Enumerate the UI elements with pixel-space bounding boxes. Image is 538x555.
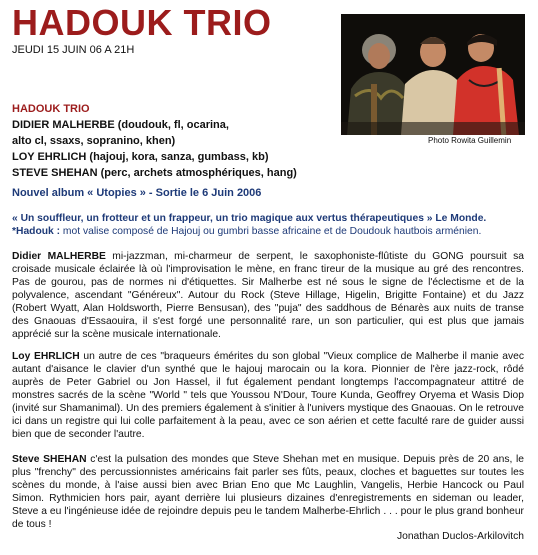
- photo-credit: Photo Rowita Guillemin: [428, 136, 512, 145]
- signature: Jonathan Duclos-Arkilovitch: [396, 531, 524, 542]
- bio-text: mi-jazzman, mi-charmeur de serpent, le saxophoniste-flûtiste du GONG poursuit sa croisade musicale éclairée là où l'improvisation le mène, en franc tireur de la musique au gré des rencontres. Pas de gourou, pas de normes ni d'étiquettes. Sir Malherbe est né sous le signe de l'éclectisme et de la polyvalence, ascendant "Généreux". Autour du Rock (Steve Hillage, Higelin, Brigitte Fontaine) et du Jazz (Robert Wyatt, Alan Holdsworth, Pierre Bensusan), des "puja" des saddhous de Bénarès aux nuits de transe des Gnaouas d'Essaouira, il s'est forgé une personnalité rare, un son particulier, qui est plus que jamais apprécié sur la scène musicale internationale.: [12, 251, 525, 340]
- lineup-heading: HADOUK TRIO: [12, 103, 90, 115]
- bio-malherbe: [12, 250, 524, 341]
- press-quote: [12, 212, 524, 238]
- lineup: [12, 101, 332, 181]
- bio-name: Steve SHEHAN: [12, 454, 87, 465]
- album-announcement: Nouvel album « Utopies » - Sortie le 6 Juin 2006: [12, 187, 262, 199]
- page-title: HADOUK TRIO: [12, 2, 272, 43]
- bio-text: c'est la pulsation des mondes que Steve Shehan met en musique. Depuis près de 20 ans, le plus "frenchy" des percussionnistes américains fait parler ses fûts, peaux, cloches et baguettes sur toutes les scènes du monde, à l'aise aussi bien avec Brian Eno que Mc Laughlin, Vangelis, Herbie Hancock ou Paul Simon. Rythmicien hors pair, ayant derrière lui plusieurs dizaines d'enregistrements en sideman ou leader, Steve a eu l'ingénieuse idée de rejoindre depuis peu le tandem Malherbe-Ehrlich . . . pour le plus grand bonheur de tous !: [12, 454, 524, 530]
- lineup-member: alto cl, ssaxs, sopranino, khen): [12, 135, 176, 147]
- band-photo: [341, 14, 525, 135]
- event-date: JEUDI 15 JUIN 06 A 21H: [12, 44, 135, 56]
- note-label: *Hadouk :: [12, 226, 61, 237]
- quote-text: « Un souffleur, un frotteur et un frappeur, un trio magique aux vertus thérapeutiques » Le Monde.: [12, 213, 487, 224]
- band-photo-image: [341, 14, 525, 135]
- bio-name: Loy EHRLICH: [12, 351, 80, 362]
- bio-shehan: [12, 453, 524, 531]
- lineup-member: LOY EHRLICH (hajouj, kora, sanza, gumbass, kb): [12, 151, 269, 163]
- lineup-member: DIDIER MALHERBE (doudouk, fl, ocarina,: [12, 119, 229, 131]
- bio-text: un autre de ces "braqueurs émérites du son global "Vieux complice de Malherbe il manie avec autant d'aisance le clavier d'un synthé que le hajouj marocain ou la kora. Pionnier de l'ère jazz-rock, rôdé auprès de Peter Gabriel ou Jon Hassel, il fut également pendant longtemps l'accompagnateur attitré de monstres sacrés de la scène "World " tels que Youssou N'Dour, Toure Kunda, Geoffrey Oryema et Wasis Diop (invité sur Shamanimal). Un des premiers également à s'initier à l'univers mystique des Gnaouas. On le retrouve ici dans un registre qui lui colle parfaitement à la peau, avec ce son aérien et cette faculté rare de guider aussi bien que de seconder l'autre.: [12, 351, 524, 440]
- bio-ehrlich: [12, 350, 524, 441]
- note-text: mot valise composé de Hajouj ou gumbri basse africaine et de Doudouk hautbois arménien.: [60, 226, 482, 237]
- bio-name: Didier MALHERBE: [12, 251, 106, 262]
- lineup-member: STEVE SHEHAN (perc, archets atmosphériques, hang): [12, 167, 297, 179]
